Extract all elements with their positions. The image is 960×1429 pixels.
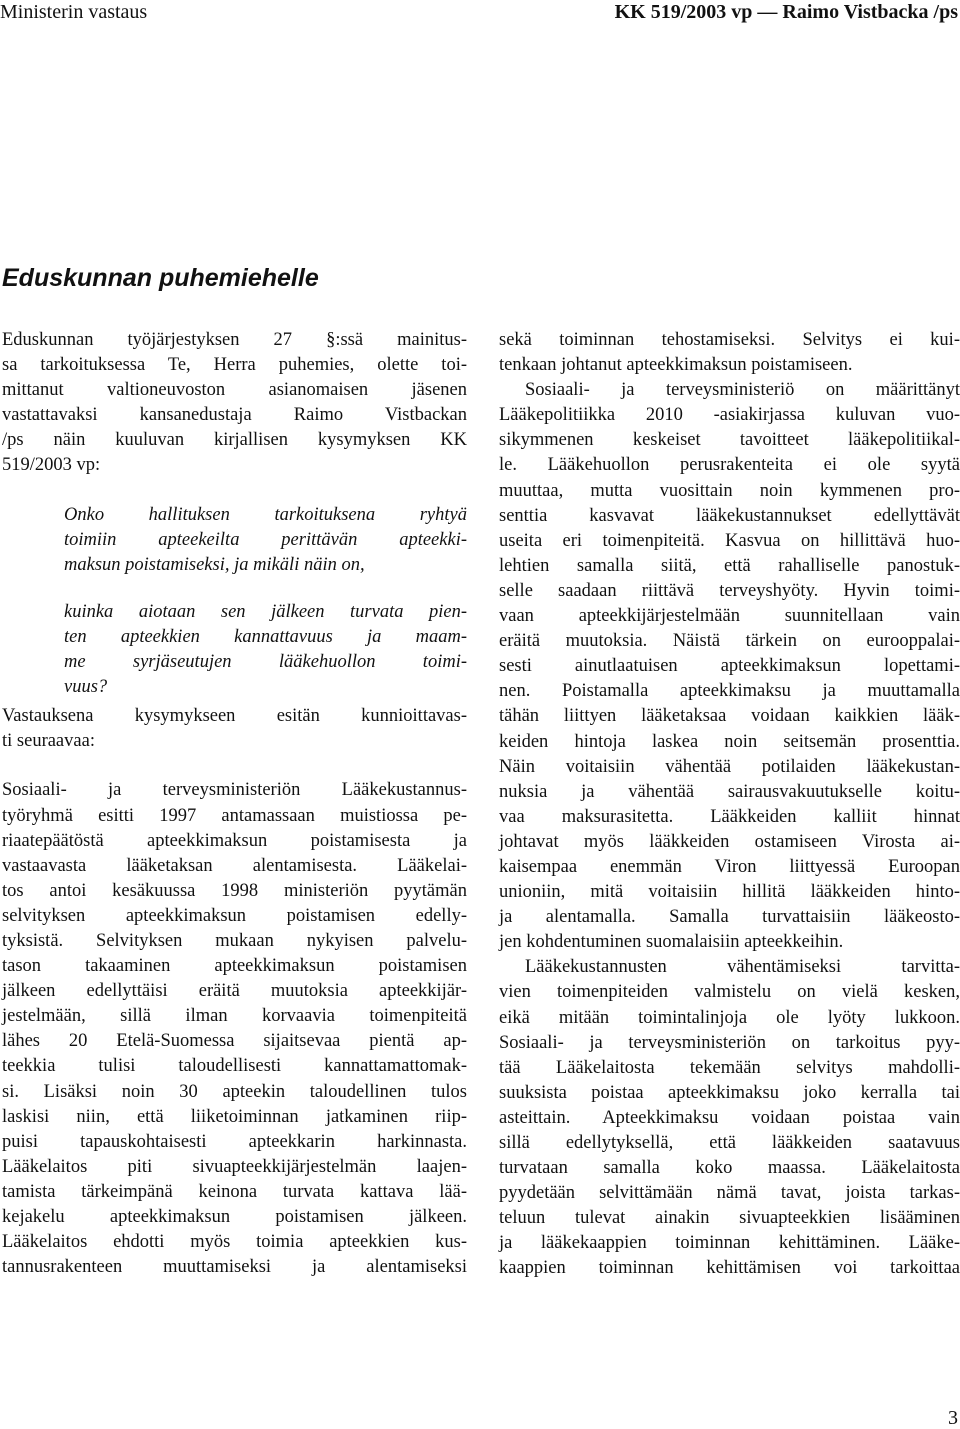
text-line: Vastauksena kysymykseen esitän kunnioittavas- [2,706,467,727]
text-line: puisi tapauskohtaisesti apteekkarin harkinnasta. [2,1131,467,1152]
text-line: selle saadaan riittävä terveyshyöty. Hyvin toimi- [499,580,960,601]
text-line: eräitä muutoksia. Näistä tärkein on eurooppalai- [499,631,960,652]
text-line: vastaavasta lääketaksan alentamisesta. Lääkelai- [2,855,467,876]
text-line: me syrjäseutujen lääkehuollon toimi- [64,652,467,673]
text-line: ja alentamalla. Samalla turvattaisiin lääkeosto- [499,907,960,928]
text-line: toimiin apteekeilta perittävän apteekki- [64,529,467,550]
text-line: nen. Poistamalla apteekkimaksu ja muuttamalla [499,681,960,702]
text-line: sikymmenen keskeiset tavoitteet lääkepolitiikal- [499,430,960,451]
text-line: laskisi niin, että liiketoiminnan jatkaminen riip- [2,1106,467,1127]
text-line: vastattavaksi kansanedustaja Raimo Vistbackan [2,405,467,426]
text-line: 519/2003 vp: [2,455,101,476]
text-line: Onko hallituksen tarkoituksena ryhtyä [64,504,467,525]
intro-paragraph [2,328,467,479]
running-header-right: KK 519/2003 vp — Raimo Vistbacka /ps [614,1,958,23]
text-line: teluun tulevat ainakin sivuapteekkien lisääminen [499,1208,960,1229]
text-line: senttia kasvavat lääkekustannukset edellyttävät [499,505,960,526]
text-line: si. Lisäksi noin 30 apteekin taloudellinen tulos [2,1081,467,1102]
document-title: Eduskunnan puhemiehelle [2,264,319,292]
continuation-paragraph [499,328,960,378]
text-line: johtavat myös lääkkeiden ostamiseen Virosta ai- [499,831,960,852]
text-line: le. Lääkehuollon perusrakenteita ei ole syytä [499,455,960,476]
text-line: Lääkelaitos ehdotti myös toimia apteekkien kus- [2,1232,467,1253]
text-line: Eduskunnan työjärjestyksen 27 §:ssä mainitus- [2,330,467,350]
text-line: kaisempaa enemmän Viron liittyessä Euroopan [499,856,960,877]
text-line: muuttaa, mutta vuosittain noin kymmenen pro- [499,480,960,501]
text-line: sesti ainutlaatuisen apteekkimaksun lopettami- [499,656,960,677]
text-line: Lääkelaitos piti sivuapteekkijärjestelmän laajen- [2,1156,467,1177]
policy-paragraph [499,378,960,955]
question-paragraph-2 [2,600,467,700]
text-line: riaatepäätöstä apteekkimaksun poistamisesta ja [2,830,467,851]
text-line: useita eri toimenpiteitä. Kasvua on hillittävä huo- [499,530,960,551]
right-column [499,328,960,1282]
text-line: lähes 20 Etelä-Suomessa sijaitsevaa pientä ap- [2,1031,467,1052]
text-line: Näin voitaisiin vähentää potilaiden lääkekustan- [499,756,960,777]
text-line: tää Lääkelaitosta tekemään selvitys mahdolli- [499,1057,960,1078]
text-line: teekkia tulisi taloudellisesti kannattamattomak- [2,1056,467,1077]
text-line: /ps näin kuuluvan kirjallisen kysymyksen KK [2,430,467,451]
text-line: jestelmään, sillä ilman korvaavia toimenpiteitä [2,1006,467,1027]
question-paragraph-1 [2,503,467,578]
text-line: vaa maksurasitetta. Lääkkeiden kalliit hinnat [499,806,960,827]
text-line: tason takaaminen apteekkimaksun poistamisen [2,956,467,977]
text-line: maksun poistamiseksi, ja mikäli näin on, [64,554,365,575]
text-line: kaappien toiminnan kehittämisen voi tarkoittaa [499,1258,960,1279]
text-line: lehtien samalla siitä, että rahalliselle panostuk- [499,555,960,576]
text-line: mittanut valtioneuvoston asianomaisen jäsenen [2,380,467,401]
preparation-paragraph [499,955,960,1281]
text-line: selvityksen apteekkimaksun poistamisen edelly- [2,905,467,926]
text-line: nuksia ja vähentää sairausvakuutukselle koitu- [499,781,960,802]
text-line: tannusrakenteen muuttamiseksi ja alentamiseksi [2,1257,467,1278]
text-line: pyydetään selvittämään nämä tavat, joista tarkas- [499,1183,960,1204]
left-column [2,328,467,1280]
text-line: ten apteekkien kannattavuus ja maam- [64,626,467,647]
text-line: sillä edellytyksellä, että lääkkeiden saatavuus [499,1133,960,1153]
text-line: eikä mitään toimintalinjoja ole lyöty lukkoon. [499,1007,960,1028]
text-line: vaan apteekkijärjestelmään suunnitellaan vain [499,606,960,627]
text-line: työryhmä esitti 1997 antamassaan muistiossa pe- [2,805,467,826]
text-line: tähän liittyen lääketaksaa voidaan kaikkien lääk- [499,706,960,727]
answer-intro-paragraph [2,704,467,754]
text-line: asteittain. Apteekkimaksu voidaan poistaa vain [499,1107,960,1128]
text-line: jälkeen edellyttäisi eräitä muutoksia apteekkijär- [2,981,467,1002]
text-line: Sosiaali- ja terveysministeriön on tarkoitus pyy- [499,1032,960,1053]
text-line: vien toimenpiteiden valmistelu on vielä kesken, [499,982,960,1003]
text-line: Lääkekustannusten vähentämiseksi tarvitta- [525,957,960,978]
text-line: kuinka aiotaan sen jälkeen turvata pien- [64,601,467,622]
running-header-left: Ministerin vastaus [0,1,148,23]
text-line: suuksista poistaa apteekkimaksu joko kerralla tai [499,1082,960,1103]
text-line: sa tarkoituksessa Te, Herra puhemies, olette toi- [2,355,467,376]
answer-body-paragraph [2,778,467,1280]
text-line: sekä toiminnan tehostamiseksi. Selvitys ei kui- [499,330,960,350]
text-line: tyksistä. Selvityksen mukaan nykyisen palvelu- [2,930,467,951]
text-line: tos antoi kesäkuussa 1998 ministeriön pyytämän [2,880,467,901]
text-line: Sosiaali- ja terveysministeriö on määrittänyt [525,380,960,401]
text-line: turvataan samalla koko maassa. Lääkelaitosta [499,1158,960,1179]
text-line: ti seuraavaa: [2,731,95,752]
text-line: kejakelu apteekkimaksun poistamisen jälkeen. [2,1207,467,1227]
text-line: ja lääkekaappien toiminnan kehittäminen. Lääke- [499,1233,960,1254]
page-number: 3 [948,1407,958,1429]
text-line: tenkaan johtanut apteekkimaksun poistamiseen. [499,355,853,376]
text-line: jen kohdentuminen suomalaisiin apteekkeihin. [499,932,844,953]
text-line: keiden hintoja laskea noin seitsemän prosenttia. [499,731,960,752]
text-line: Sosiaali- ja terveysministeriön Lääkekustannus- [2,780,467,801]
text-line: unioniin, mitä voitaisiin hillitä lääkkeiden hinto- [499,882,960,903]
text-line: vuus? [64,677,108,698]
text-line: Lääkepolitiikka 2010 -asiakirjassa kuluvan vuo- [499,405,960,426]
text-line: tamista tärkeimpänä keinona turvata kattava lää- [2,1181,467,1202]
